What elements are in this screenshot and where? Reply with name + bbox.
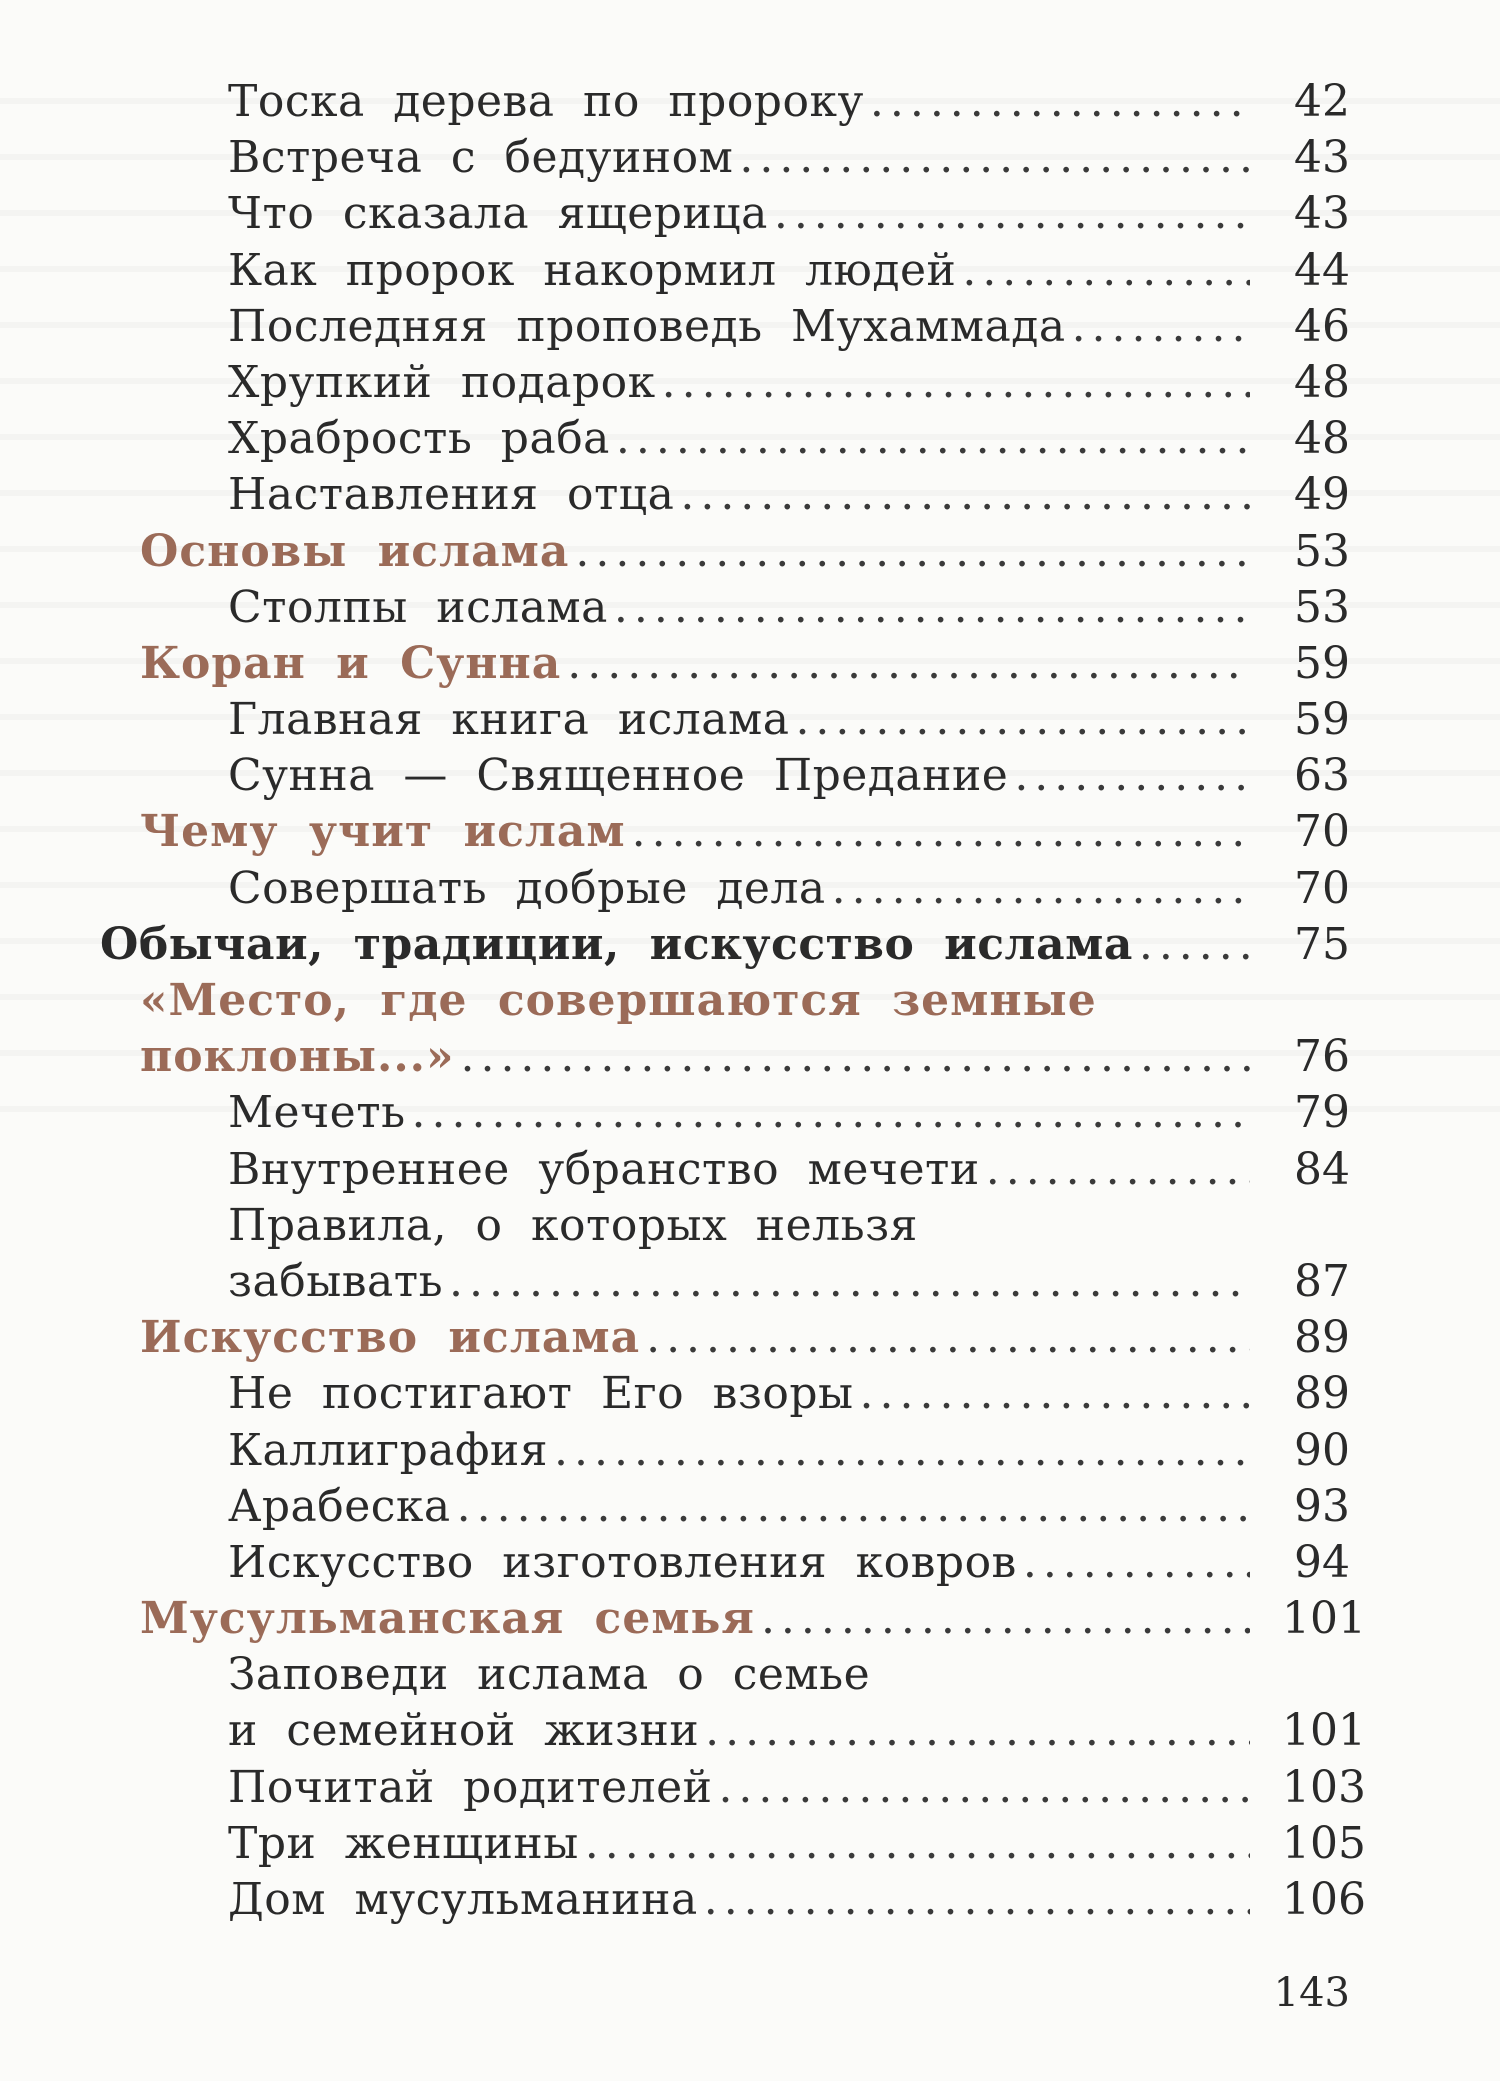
toc-entry xyxy=(100,74,1350,130)
toc-entry-page: 44 xyxy=(1294,244,1350,296)
toc-entry xyxy=(100,1254,1350,1310)
toc-entry-title: Тоска дерева по пророку xyxy=(228,76,864,127)
toc-entry xyxy=(100,1872,1366,1928)
toc-entry-page: 106 xyxy=(1282,1874,1366,1925)
toc-entry xyxy=(100,1029,1350,1085)
page-number: 143 xyxy=(1273,1970,1350,2016)
toc-entry-title: поклоны...» xyxy=(140,1031,455,1083)
toc-leader-dots xyxy=(1072,299,1250,355)
toc-leader-dots xyxy=(662,355,1250,411)
toc-entry-page: 79 xyxy=(1294,1087,1350,1139)
toc-entry-page: 48 xyxy=(1294,413,1350,465)
toc-leader-dots xyxy=(457,1479,1250,1535)
toc-entry-title: Арабеска xyxy=(228,1480,451,1532)
toc-leader-dots xyxy=(705,1703,1250,1759)
toc-entry-page: 76 xyxy=(1294,1031,1350,1083)
toc-entry xyxy=(100,467,1350,523)
toc-entry-page: 90 xyxy=(1294,1424,1350,1476)
toc-leader-dots xyxy=(986,1142,1250,1198)
toc-leader-dots xyxy=(739,130,1250,186)
toc-entry xyxy=(100,130,1350,186)
toc-entry-page: 89 xyxy=(1294,1368,1350,1420)
toc-entry xyxy=(100,804,1350,860)
toc-entry-title: Сунна — Священное Предание xyxy=(228,750,1009,802)
toc-entry xyxy=(100,1423,1350,1479)
toc-entry-page: 43 xyxy=(1294,132,1350,184)
toc-entry-page: 70 xyxy=(1294,806,1350,858)
toc-leader-dots xyxy=(575,524,1250,580)
toc-leader-dots xyxy=(962,243,1250,299)
toc-entry xyxy=(100,524,1350,580)
toc-entry xyxy=(100,1760,1366,1816)
toc-entry-title: и семейной жизни xyxy=(228,1705,700,1757)
toc-entry-title: Наставления отца xyxy=(228,469,675,521)
toc-leader-dots xyxy=(646,1310,1250,1366)
toc-leader-dots xyxy=(1139,917,1250,973)
toc-entry-title: Правила, о которых нельзя xyxy=(228,1199,918,1251)
toc-entry-title: Почитай родителей xyxy=(228,1761,713,1813)
toc-entry xyxy=(100,1816,1366,1872)
toc-entry xyxy=(100,186,1350,242)
toc-leader-dots xyxy=(774,186,1250,242)
toc-entry-page: 93 xyxy=(1294,1480,1350,1532)
toc-entry-page: 101 xyxy=(1282,1705,1366,1757)
toc-leader-dots xyxy=(718,1760,1250,1816)
toc-entry xyxy=(100,917,1350,973)
toc-entry-page: 42 xyxy=(1294,76,1350,127)
toc-leader-dots xyxy=(567,636,1250,692)
toc-entry xyxy=(100,580,1350,636)
toc-leader-dots xyxy=(704,1872,1250,1928)
toc-entry-title: «Место, где совершаются земные xyxy=(140,975,1097,1026)
toc-entry-title: Искусство изготовления ковров xyxy=(228,1536,1017,1588)
toc-entry-title: Коран и Сунна xyxy=(140,637,562,689)
toc-entry-page: 53 xyxy=(1294,581,1350,633)
toc-leader-dots xyxy=(632,804,1250,860)
toc-entry-page: 53 xyxy=(1294,525,1350,577)
toc-entry xyxy=(100,692,1350,748)
toc-entry xyxy=(100,355,1350,411)
toc-entry xyxy=(100,973,1350,1029)
toc-entry-page: 43 xyxy=(1294,188,1350,240)
toc-leader-dots xyxy=(1014,748,1250,804)
toc-entry-title: Основы ислама xyxy=(140,525,570,577)
toc-entry-title: Каллиграфия xyxy=(228,1424,548,1476)
toc-entry-title: Дом мусульманина xyxy=(228,1874,698,1925)
toc-entry xyxy=(100,748,1350,804)
toc-entry xyxy=(100,636,1350,692)
toc-entry-title: Не постигают Его взоры xyxy=(228,1368,854,1420)
toc-entry-title: Как пророк накормил людей xyxy=(228,244,957,296)
toc-leader-dots xyxy=(870,74,1250,130)
toc-entry xyxy=(100,1703,1366,1759)
toc-entry-title: Обычаи, традиции, искусство ислама xyxy=(100,918,1133,970)
toc-leader-dots xyxy=(554,1423,1250,1479)
toc-entry-page: 46 xyxy=(1294,300,1350,352)
toc-entry-page: 84 xyxy=(1294,1143,1350,1195)
toc-entry-page: 49 xyxy=(1294,469,1350,521)
toc-entry xyxy=(100,1479,1350,1535)
toc-leader-dots xyxy=(585,1816,1250,1872)
toc-entry-page: 105 xyxy=(1282,1817,1366,1869)
toc-entry-page: 89 xyxy=(1294,1312,1350,1364)
toc-leader-dots xyxy=(1023,1535,1250,1591)
toc-entry-page: 75 xyxy=(1294,918,1350,970)
toc-entry xyxy=(100,1366,1350,1422)
toc-entry-title: Три женщины xyxy=(228,1817,579,1869)
toc-entry-title: Последняя проповедь Мухаммада xyxy=(228,300,1066,352)
toc-entry-title: Мечеть xyxy=(228,1087,406,1139)
toc-entry-title: Искусство ислама xyxy=(140,1312,641,1364)
toc-entry-page: 103 xyxy=(1282,1761,1366,1813)
toc-entry-title: Главная книга ислама xyxy=(228,694,790,746)
toc-entry-title: Столпы ислама xyxy=(228,581,608,633)
toc-entry-page: 70 xyxy=(1294,862,1350,914)
toc-entry-title: Совершать добрые дела xyxy=(228,862,826,914)
toc-entry xyxy=(100,243,1350,299)
toc-entry-title: Встреча с бедуином xyxy=(228,132,734,184)
toc-entry xyxy=(100,299,1350,355)
toc-leader-dots xyxy=(614,580,1250,636)
toc-entry-page: 48 xyxy=(1294,356,1350,408)
toc-entry-page: 59 xyxy=(1294,694,1350,746)
toc-entry xyxy=(100,411,1350,467)
toc-entry-title: Мусульманская семья xyxy=(140,1593,755,1645)
toc-leader-dots xyxy=(449,1254,1250,1310)
toc-entry-title: забывать xyxy=(228,1255,444,1307)
toc-entry-title: Заповеди ислама о семье xyxy=(228,1649,871,1701)
toc-entry-title: Чему учит ислам xyxy=(140,806,626,858)
toc-leader-dots xyxy=(795,692,1250,748)
toc-leader-dots xyxy=(460,1029,1250,1085)
toc-entry xyxy=(100,1591,1366,1647)
toc-entry-page: 63 xyxy=(1294,750,1350,802)
toc-entry-page: 87 xyxy=(1294,1255,1350,1307)
table-of-contents xyxy=(100,74,1366,1928)
toc-entry xyxy=(100,1085,1350,1141)
toc-leader-dots xyxy=(616,411,1250,467)
toc-entry-title: Внутреннее убранство мечети xyxy=(228,1143,980,1195)
toc-leader-dots xyxy=(412,1085,1250,1141)
toc-leader-dots xyxy=(832,861,1250,917)
toc-leader-dots xyxy=(680,467,1250,523)
toc-entry xyxy=(100,861,1350,917)
toc-entry xyxy=(100,1647,1350,1703)
toc-entry-title: Что сказала ящерица xyxy=(228,188,768,240)
toc-leader-dots xyxy=(860,1366,1250,1422)
toc-entry-page: 94 xyxy=(1294,1536,1350,1588)
toc-entry xyxy=(100,1198,1350,1254)
toc-entry-title: Хрупкий подарок xyxy=(228,356,656,408)
toc-entry xyxy=(100,1310,1350,1366)
toc-entry-page: 101 xyxy=(1282,1593,1366,1645)
toc-entry xyxy=(100,1142,1350,1198)
toc-leader-dots xyxy=(761,1591,1250,1647)
toc-entry-page: 59 xyxy=(1294,637,1350,689)
toc-entry xyxy=(100,1535,1350,1591)
toc-entry-title: Храбрость раба xyxy=(228,413,610,465)
